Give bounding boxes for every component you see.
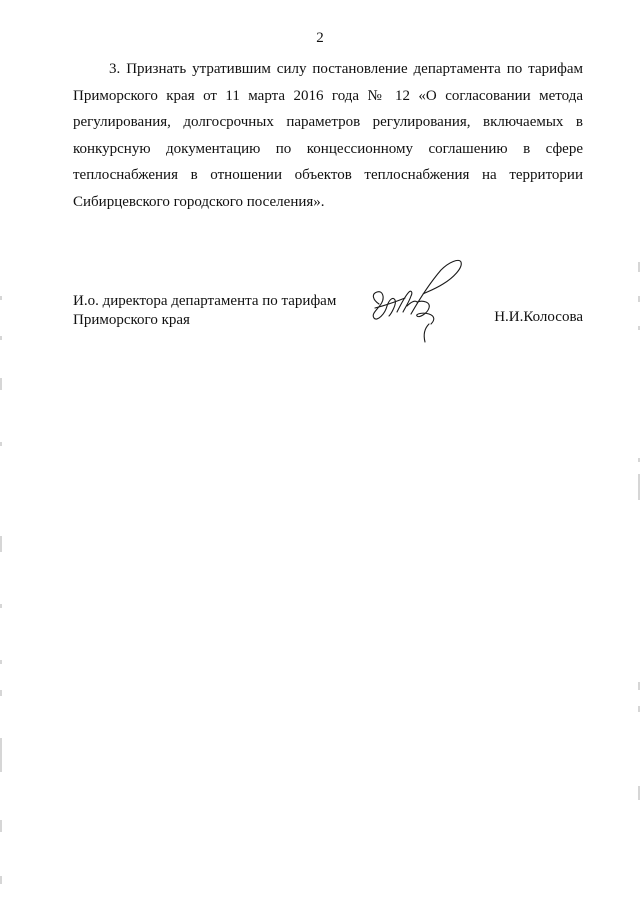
handwritten-signature-icon bbox=[365, 256, 469, 348]
signer-position-line-1: И.о. директора департамента по тарифам bbox=[73, 293, 337, 309]
signature-block bbox=[73, 292, 583, 362]
left-scan-edge-marks bbox=[0, 0, 3, 905]
page-number: 2 bbox=[316, 30, 324, 46]
signer-position-line-2: Приморского края bbox=[73, 312, 190, 328]
signer-name: Н.И.Колосова bbox=[494, 309, 583, 325]
clause-3-paragraph: 3. Признать утратившим силу постановление департамента по тарифам Приморского края от 11 марта 2016 года № 12 «О согласовании метода регулирования, долгосрочных параметров регулирования, включаемых в конкурсную документацию по концессионному соглашению в сфере теплоснабжения в отношении объектов теплоснабжения на территории Сибирцевского городского поселения». bbox=[73, 61, 583, 210]
signer-position bbox=[73, 292, 336, 330]
